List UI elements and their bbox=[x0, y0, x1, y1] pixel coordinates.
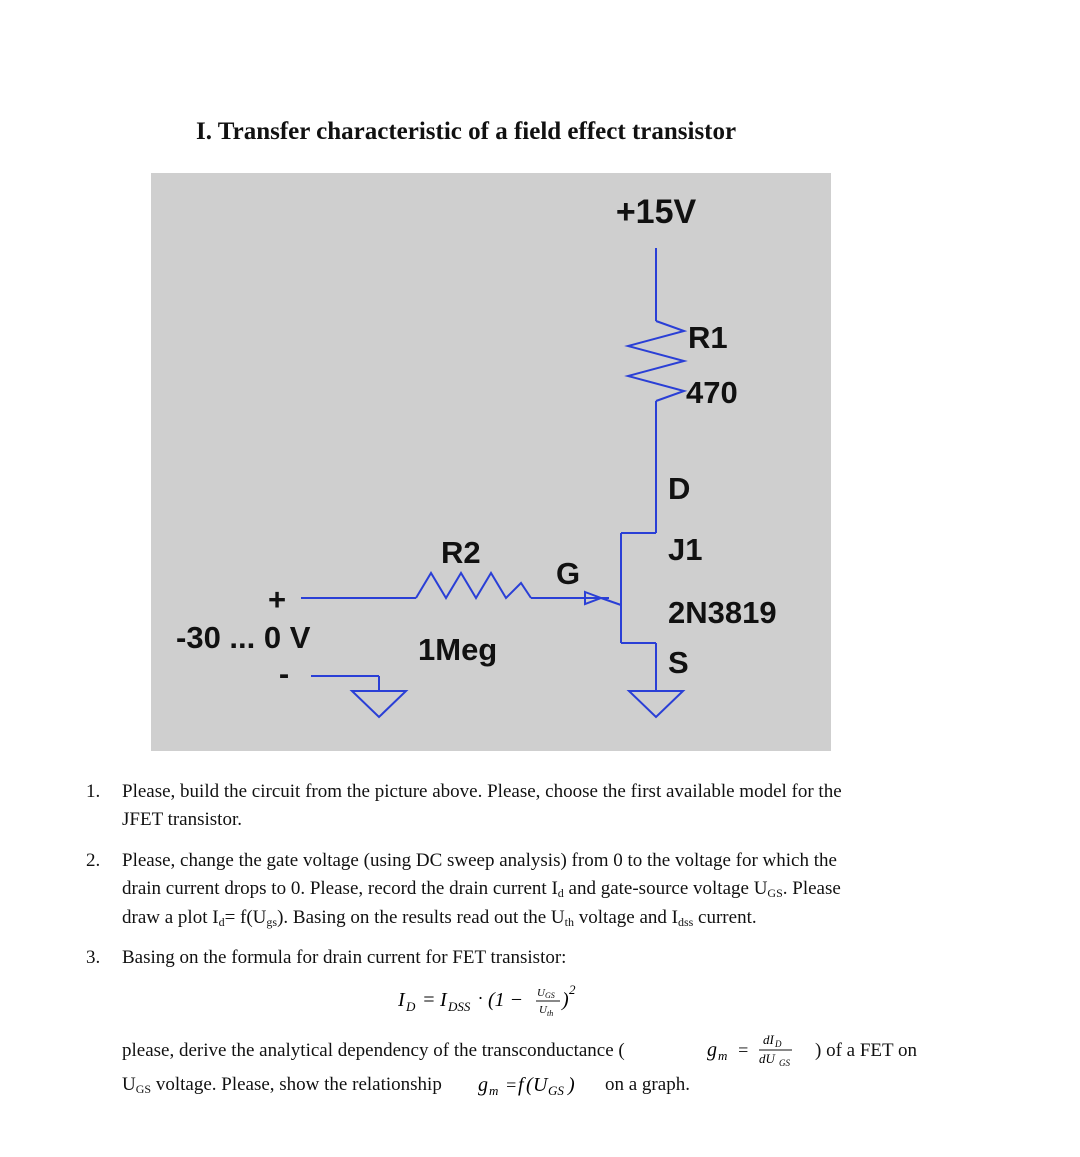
gm-relation-formula-drawing bbox=[476, 1067, 606, 1101]
svg-text:U: U bbox=[539, 1004, 547, 1016]
svg-text:D: D bbox=[775, 1039, 782, 1049]
svg-text:DSS: DSS bbox=[448, 999, 471, 1014]
r1-value: 470 bbox=[686, 375, 738, 410]
svg-text:=: = bbox=[737, 1040, 750, 1060]
r2-value: 1Meg bbox=[418, 632, 498, 667]
supply-label: +15V bbox=[615, 193, 697, 231]
drain-label: D bbox=[668, 471, 691, 506]
source-voltage-label: -30 ... 0 V bbox=[176, 620, 311, 655]
item-3-line-2-end: ) of a FET on bbox=[815, 1040, 918, 1061]
item-1-line-1: Please, build the circuit from the picture above. Please, choose the first available model for the bbox=[122, 781, 842, 802]
item-2-line-1: Please, change the gate voltage (using DC sweep analysis) from 0 to the voltage for which the bbox=[122, 850, 837, 871]
r2-name: R2 bbox=[441, 535, 481, 570]
item-3-line-2: please, derive the analytical dependency of the transconductance ( bbox=[122, 1040, 625, 1061]
svg-text:D: D bbox=[406, 999, 416, 1014]
gm-relation-formula bbox=[476, 1067, 606, 1106]
transconductance-formula-drawing bbox=[705, 1028, 805, 1070]
transconductance-formula bbox=[705, 1028, 805, 1075]
page-title: I. Transfer characteristic of a field effect transistor bbox=[196, 118, 737, 145]
item-3-line-3-end: on a graph. bbox=[605, 1074, 690, 1095]
svg-text:U: U bbox=[533, 1074, 548, 1096]
item-number: 1. bbox=[86, 781, 101, 802]
svg-text:I: I bbox=[440, 989, 447, 1011]
svg-text:2: 2 bbox=[569, 982, 576, 997]
drain-current-formula-drawing bbox=[398, 982, 608, 1022]
svg-text:=: = bbox=[422, 989, 436, 1011]
item-2-line-3: draw a plot $I_d= f(U_{gs})$. Basing on the results read out the $U_{th}$ voltage and $I_{dss}$ current. bbox=[122, 907, 757, 929]
svg-text:GS: GS bbox=[779, 1058, 790, 1068]
svg-text:GS: GS bbox=[548, 1083, 564, 1098]
item-2-line-2: drain current drops to 0. Please, record the drain current $I_d$ and gate-source voltage $U_{GS}$. Please bbox=[122, 878, 841, 900]
item-3-line-3: $U_{GS}$ voltage. Please, show the relationship bbox=[122, 1074, 442, 1096]
item-3-line-1: Basing on the formula for drain current for FET transistor: bbox=[122, 947, 567, 968]
svg-text:g: g bbox=[478, 1074, 488, 1096]
svg-text:=: = bbox=[505, 1075, 518, 1095]
jfet-name: J1 bbox=[668, 532, 703, 567]
gate-label: G bbox=[556, 556, 581, 591]
svg-text:·: · bbox=[478, 988, 483, 1008]
r1-name: R1 bbox=[688, 320, 728, 355]
svg-text:I: I bbox=[398, 989, 405, 1011]
svg-text:g: g bbox=[707, 1039, 717, 1061]
svg-text:th: th bbox=[547, 1009, 554, 1018]
svg-text:(1 −: (1 − bbox=[488, 989, 524, 1011]
svg-text:dI: dI bbox=[763, 1032, 774, 1047]
svg-text:GS: GS bbox=[545, 991, 555, 1000]
drain-current-formula bbox=[398, 982, 608, 1027]
svg-text:f: f bbox=[518, 1074, 524, 1096]
svg-text:): ) bbox=[562, 989, 569, 1011]
item-1-line-2: JFET transistor. bbox=[122, 809, 242, 830]
jfet-model: 2N3819 bbox=[668, 595, 777, 630]
svg-text:m: m bbox=[489, 1083, 499, 1098]
svg-text:dU: dU bbox=[759, 1051, 775, 1066]
svg-text:): ) bbox=[568, 1074, 575, 1096]
svg-text:m: m bbox=[718, 1048, 728, 1063]
item-number: 2. bbox=[86, 850, 101, 871]
source-minus-label: - bbox=[278, 656, 290, 691]
source-label: S bbox=[668, 645, 689, 680]
svg-text:(: ( bbox=[526, 1074, 533, 1096]
item-number: 3. bbox=[86, 947, 101, 968]
source-plus-label: + bbox=[267, 582, 287, 617]
svg-text:U: U bbox=[537, 987, 545, 999]
